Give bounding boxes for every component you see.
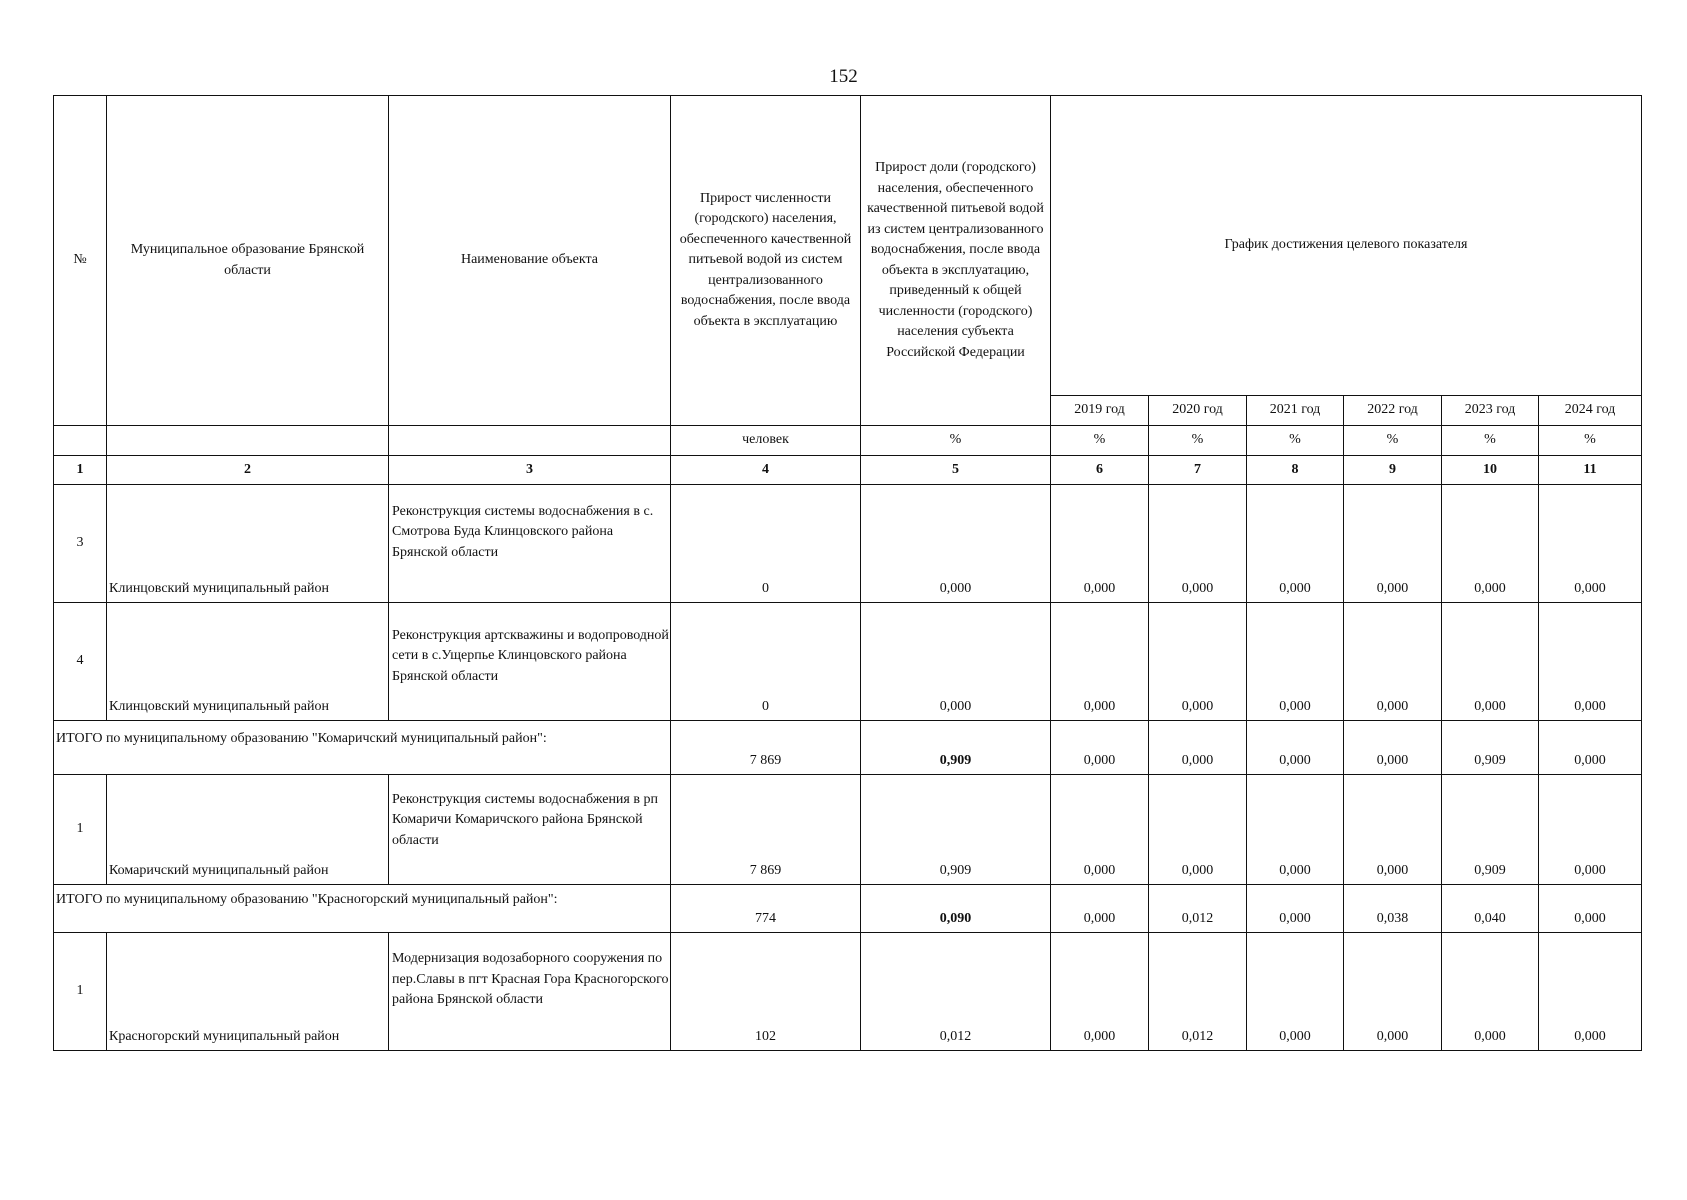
total-year-value: 0,000 [1539, 721, 1642, 775]
year-2024: 2024 год [1539, 396, 1642, 426]
row-year-value: 0,000 [1442, 933, 1539, 1051]
total-row [54, 721, 1642, 775]
row-object: Реконструкция системы водоснабжения в рп Комаричи Комаричского района Брянской области [389, 775, 671, 885]
unit-cell: % [1247, 426, 1344, 456]
total-year-value: 0,000 [1247, 885, 1344, 933]
row-year-value: 0,000 [1344, 485, 1442, 603]
total-year-value: 0,909 [1442, 721, 1539, 775]
header-increase-share: Прирост доли (городского) населения, обеспеченного качественной питьевой водой из систем централизованного водоснабжения, после ввода объекта в эксплуатацию, приведенный к общей численности (городского) населения субъекта Российской Федерации [861, 96, 1051, 426]
total-share: 0,090 [861, 885, 1051, 933]
row-num: 4 [54, 603, 107, 721]
row-year-value: 0,000 [1051, 603, 1149, 721]
row-year-value: 0,000 [1539, 603, 1642, 721]
total-count: 774 [671, 885, 861, 933]
table-row [54, 603, 1642, 721]
total-year-value: 0,000 [1344, 721, 1442, 775]
total-year-value: 0,038 [1344, 885, 1442, 933]
row-count: 0 [671, 485, 861, 603]
col-number: 5 [861, 456, 1051, 485]
total-year-value: 0,000 [1051, 885, 1149, 933]
unit-cell: % [1149, 426, 1247, 456]
page-number: 152 [829, 66, 858, 87]
year-2022: 2022 год [1344, 396, 1442, 426]
year-2019: 2019 год [1051, 396, 1149, 426]
row-municipality: Клинцовский муниципальный район [107, 603, 389, 721]
units-empty [107, 426, 389, 456]
header-increase-count: Прирост численности (городского) населения, обеспеченного качественной питьевой водой из систем централизованного водоснабжения, после ввода объекта в эксплуатацию [671, 96, 861, 426]
col-number: 3 [389, 456, 671, 485]
year-2023: 2023 год [1442, 396, 1539, 426]
total-label: ИТОГО по муниципальному образованию "Комаричский муниципальный район": [54, 721, 671, 775]
row-object: Реконструкция артскважины и водопроводной сети в с.Ущерпье Клинцовского района Брянской области [389, 603, 671, 721]
total-year-value: 0,012 [1149, 885, 1247, 933]
total-count: 7 869 [671, 721, 861, 775]
unit-cell: % [1051, 426, 1149, 456]
year-2021: 2021 год [1247, 396, 1344, 426]
unit-cell: человек [671, 426, 861, 456]
col-number: 9 [1344, 456, 1442, 485]
units-empty [389, 426, 671, 456]
total-year-value: 0,000 [1247, 721, 1344, 775]
row-num: 3 [54, 485, 107, 603]
row-municipality: Клинцовский муниципальный район [107, 485, 389, 603]
row-year-value: 0,012 [1149, 933, 1247, 1051]
row-year-value: 0,000 [1149, 603, 1247, 721]
column-numbers-row [54, 456, 1642, 485]
row-year-value: 0,000 [1247, 933, 1344, 1051]
row-year-value: 0,000 [1539, 775, 1642, 885]
total-row [54, 885, 1642, 933]
total-year-value: 0,000 [1149, 721, 1247, 775]
row-share: 0,012 [861, 933, 1051, 1051]
row-num: 1 [54, 933, 107, 1051]
row-year-value: 0,000 [1051, 933, 1149, 1051]
row-object: Реконструкция системы водоснабжения в с. Смотрова Буда Клинцовского района Брянской области [389, 485, 671, 603]
total-label: ИТОГО по муниципальному образованию "Красногорский муниципальный район": [54, 885, 671, 933]
row-year-value: 0,000 [1344, 775, 1442, 885]
unit-cell: % [1344, 426, 1442, 456]
row-year-value: 0,000 [1442, 485, 1539, 603]
row-count: 102 [671, 933, 861, 1051]
units-empty [54, 426, 107, 456]
year-2020: 2020 год [1149, 396, 1247, 426]
header-schedule: График достижения целевого показателя [1051, 96, 1642, 396]
row-year-value: 0,000 [1247, 485, 1344, 603]
table-row [54, 485, 1642, 603]
row-count: 7 869 [671, 775, 861, 885]
row-year-value: 0,000 [1247, 775, 1344, 885]
row-count: 0 [671, 603, 861, 721]
col-number: 7 [1149, 456, 1247, 485]
col-number: 11 [1539, 456, 1642, 485]
row-share: 0,000 [861, 603, 1051, 721]
row-municipality: Красногорский муниципальный район [107, 933, 389, 1051]
units-row [54, 426, 1642, 456]
unit-cell: % [1539, 426, 1642, 456]
col-number: 8 [1247, 456, 1344, 485]
table-row [54, 933, 1642, 1051]
row-num: 1 [54, 775, 107, 885]
unit-cell: % [1442, 426, 1539, 456]
row-object: Модернизация водозаборного сооружения по пер.Славы в пгт Красная Гора Красногорского района Брянской области [389, 933, 671, 1051]
total-year-value: 0,040 [1442, 885, 1539, 933]
row-year-value: 0,000 [1051, 485, 1149, 603]
header-num: № [54, 96, 107, 426]
target-indicator-table [53, 95, 1642, 1051]
header-row [54, 96, 1642, 396]
col-number: 4 [671, 456, 861, 485]
col-number: 10 [1442, 456, 1539, 485]
unit-cell: % [861, 426, 1051, 456]
row-year-value: 0,000 [1539, 933, 1642, 1051]
row-share: 0,909 [861, 775, 1051, 885]
row-year-value: 0,909 [1442, 775, 1539, 885]
total-year-value: 0,000 [1051, 721, 1149, 775]
total-share: 0,909 [861, 721, 1051, 775]
row-year-value: 0,000 [1149, 485, 1247, 603]
col-number: 1 [54, 456, 107, 485]
row-year-value: 0,000 [1539, 485, 1642, 603]
table-row [54, 775, 1642, 885]
header-object: Наименование объекта [389, 96, 671, 426]
row-share: 0,000 [861, 485, 1051, 603]
col-number: 2 [107, 456, 389, 485]
row-municipality: Комаричский муниципальный район [107, 775, 389, 885]
col-number: 6 [1051, 456, 1149, 485]
row-year-value: 0,000 [1149, 775, 1247, 885]
row-year-value: 0,000 [1344, 603, 1442, 721]
header-municipality: Муниципальное образование Брянской области [107, 96, 389, 426]
row-year-value: 0,000 [1051, 775, 1149, 885]
row-year-value: 0,000 [1247, 603, 1344, 721]
row-year-value: 0,000 [1442, 603, 1539, 721]
row-year-value: 0,000 [1344, 933, 1442, 1051]
total-year-value: 0,000 [1539, 885, 1642, 933]
